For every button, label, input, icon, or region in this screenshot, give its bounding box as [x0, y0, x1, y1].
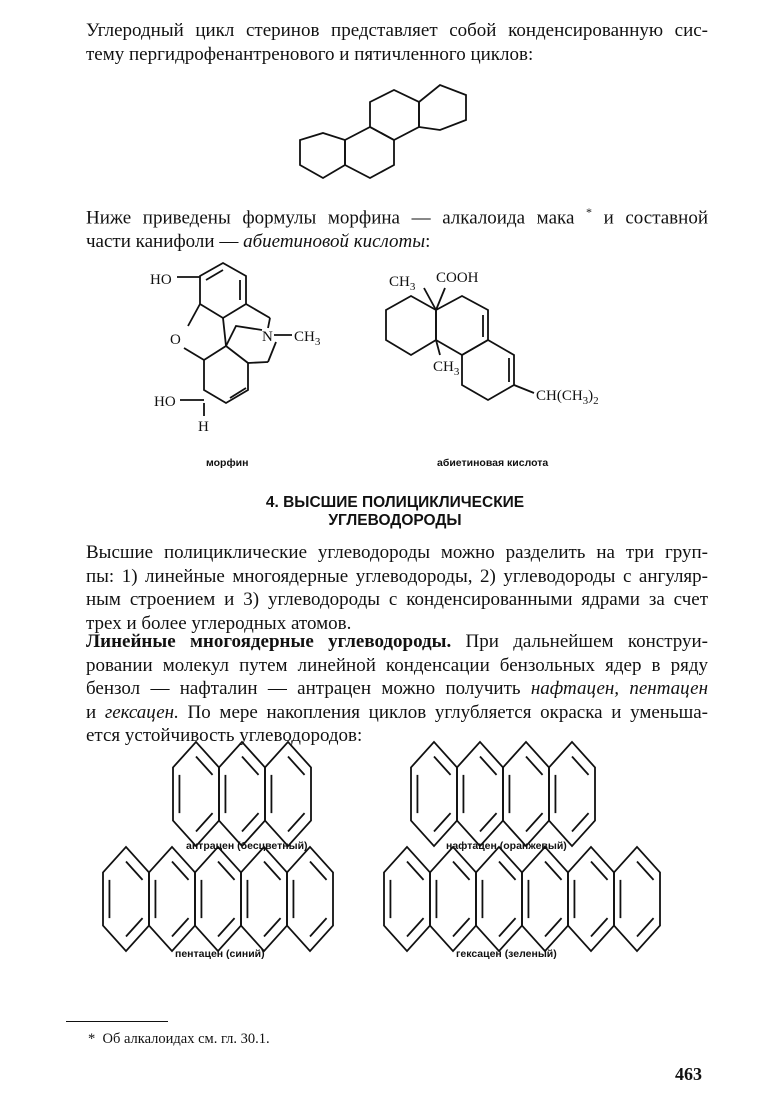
abietic-isopropyl-end-sub: 2 — [593, 395, 599, 407]
hexacene-ring-2-double-bond-2 — [453, 918, 470, 936]
pentacene-ring-5-double-bond-2 — [310, 918, 327, 936]
morphine-line-2-colon: : — [425, 230, 431, 252]
intro-line-1: Углеродный цикл стеринов представляет собой конденсированную сис- — [86, 20, 708, 41]
abietic-isopropyl-end: ) — [588, 388, 594, 404]
hexacene-ring-4-double-bond-1 — [545, 862, 562, 880]
linear-line-4-start: и — [86, 701, 105, 723]
morphine-ho-top: HO — [150, 272, 172, 288]
hexacene-ring-1-double-bond-2 — [407, 918, 424, 936]
naphthacene-ring-4-double-bond-2 — [572, 813, 589, 831]
hexacene-ring-2-double-bond-1 — [453, 862, 470, 880]
pentacene-ring-1-double-bond-1 — [126, 862, 143, 880]
naphthacene-ring-1-double-bond-2 — [434, 813, 451, 831]
hexacene-molecule — [384, 847, 660, 951]
anthracene-ring-3-double-bond-1 — [288, 757, 305, 775]
groups-line-3: ным строением и 3) углеводороды с конденсированными ядрами за счет — [86, 589, 708, 610]
abietic-cooh-label: COOH — [436, 270, 479, 286]
linear-line-4-ital: гексацен. — [104, 701, 179, 723]
anthracene-ring-2-double-bond-2 — [242, 813, 259, 831]
hexacene-ring-3-double-bond-2 — [499, 918, 516, 936]
morphine-o-label: O — [170, 332, 181, 348]
section-heading-line-1: 4. ВЫСШИЕ ПОЛИЦИКЛИЧЕСКИЕ — [265, 494, 525, 511]
pentacene-ring-2-double-bond-1 — [172, 862, 189, 880]
morphine-line-1-tail: и составной — [592, 207, 708, 229]
page-number: 463 — [675, 1064, 702, 1084]
anthracene-ring-2-double-bond-1 — [242, 757, 259, 775]
hexacene-caption: гексацен (зеленый) — [456, 948, 557, 960]
morphine-h-label: H — [198, 419, 209, 435]
anthracene-caption: антрацен (бесцветный) — [186, 840, 308, 852]
linear-line-4-rest: По мере накопления циклов углубляется окраска и уменьша- — [178, 701, 708, 723]
abietic-ch3-mid-text: CH — [433, 359, 454, 375]
pentacene-ring-3-double-bond-1 — [218, 862, 235, 880]
naphthacene-ring-2-double-bond-1 — [480, 757, 497, 775]
naphthacene-caption: нафтацен (оранжевый) — [446, 840, 567, 852]
groups-line-1: Высшие полициклические углеводороды можно разделить на три груп- — [86, 542, 708, 563]
abietic-isopropyl-text: CH(CH — [536, 388, 583, 404]
pentacene-ring-4-double-bond-2 — [264, 918, 281, 936]
pentacene-molecule — [103, 847, 333, 951]
pentacene-ring-4-double-bond-1 — [264, 862, 281, 880]
naphthacene-ring-2-double-bond-2 — [480, 813, 497, 831]
morphine-ch3-text: CH — [294, 329, 315, 345]
section-heading-line-2: УГЛЕВОДОРОДЫ — [328, 512, 462, 529]
anthracene-molecule — [173, 742, 311, 846]
linear-line-1-rest: При дальнейшем конструи- — [451, 631, 708, 652]
footnote-ref-mark: * — [586, 205, 592, 219]
naphthacene-ring-3-double-bond-1 — [526, 757, 543, 775]
pentacene-ring-5-double-bond-1 — [310, 862, 327, 880]
linear-line-5: ется устойчивость углеводородов: — [86, 725, 363, 746]
pentacene-caption: пентацен (синий) — [175, 948, 265, 960]
pentacene-ring-3-double-bond-2 — [218, 918, 235, 936]
morphine-caption: морфин — [206, 457, 249, 469]
hexacene-ring-6-double-bond-2 — [637, 918, 654, 936]
hexacene-ring-5-double-bond-1 — [591, 862, 608, 880]
morphine-ho-bottom: HO — [154, 394, 176, 410]
abietic-acid-term: абиетиновой кислоты — [243, 230, 426, 252]
anthracene-ring-1-double-bond-1 — [196, 757, 213, 775]
linear-lead: Линейные многоядерные углеводороды. — [86, 631, 452, 652]
footnote-mark: * — [88, 1031, 96, 1047]
morphine-n-label: N — [262, 329, 273, 345]
naphthacene-ring-1-double-bond-1 — [434, 757, 451, 775]
groups-line-2: пы: 1) линейные многоядерные углеводороды, 2) углеводороды с ангуляр- — [86, 565, 708, 587]
hexacene-ring-1-double-bond-1 — [407, 862, 424, 880]
footnote-rule — [66, 1021, 168, 1022]
intro-line-2: тему пергидрофенантренового и пятичленного циклов: — [86, 43, 534, 65]
footnote — [88, 1031, 270, 1048]
abietic-ch3-top-text: CH — [389, 274, 410, 290]
naphthacene-molecule — [411, 742, 595, 846]
pentacene-ring-1-double-bond-2 — [126, 918, 143, 936]
linear-line-3-start: бензол — нафталин — антрацен можно получить — [86, 678, 531, 699]
linear-line-2: ровании молекул путем линейной конденсации бензольных ядер в ряду — [86, 654, 708, 676]
anthracene-ring-1-double-bond-2 — [196, 813, 213, 831]
hexacene-ring-5-double-bond-2 — [591, 918, 608, 936]
anthracene-ring-3-double-bond-2 — [288, 813, 305, 831]
naphthacene-ring-3-double-bond-2 — [526, 813, 543, 831]
pentacene-ring-2-double-bond-2 — [172, 918, 189, 936]
abietic-ch3-top-sub: 3 — [409, 281, 416, 293]
naphthacene-ring-4-double-bond-1 — [572, 757, 589, 775]
abietic-isopropyl-sub: 3 — [582, 395, 589, 407]
abietic-ch3-mid-sub: 3 — [453, 366, 460, 378]
hexacene-ring-4-double-bond-2 — [545, 918, 562, 936]
morphine-line-1-text: Ниже приведены формулы морфина — алкалоида мака — [86, 207, 575, 229]
morphine-ch3-sub: 3 — [314, 336, 321, 348]
linear-line-3-ital: нафтацен, пентацен — [530, 678, 708, 699]
hexacene-ring-3-double-bond-1 — [499, 862, 516, 880]
hexacene-ring-6-double-bond-1 — [637, 862, 654, 880]
groups-line-4: трех и более углеродных атомов. — [86, 612, 352, 634]
footnote-text: Об алкалоидах см. гл. 30.1. — [102, 1031, 270, 1047]
morphine-line-2-text: части канифоли — — [86, 230, 244, 252]
abietic-acid-caption: абиетиновая кислота — [437, 457, 549, 469]
